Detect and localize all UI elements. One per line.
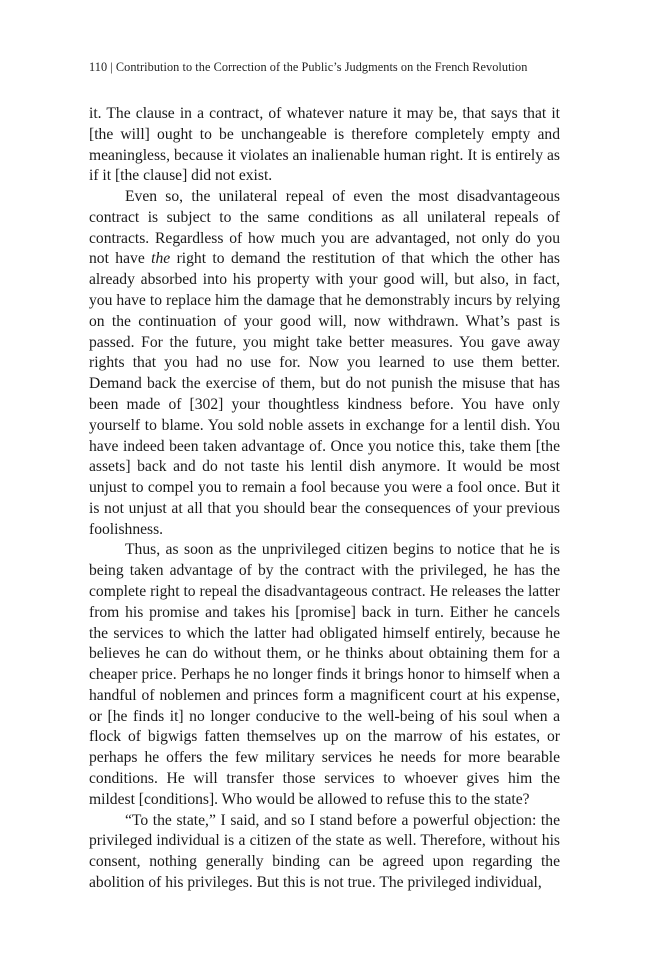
paragraph-2-part-2: right to demand the restitution of that which the other has already absorbed into his property with your good will, but also, in fact, you have to replace him the damage that he demonstrably incurs by relying on the continuation of your good will, now withdrawn. What’s past is passed. For the future, you might take better measures. You gave away rights that you had no use for. Now you learned to use them better. Demand back the exercise of them, but do not punish the misuse that has been made of [302] your thoughtless kindness before. You have only yourself to blame. You sold noble assets in exchange for a lentil dish. You have indeed been taken advantage of. Once you notice this, take them [the assets] back and do not taste his lentil dish anymore. It would be most unjust to compel you to remain a fool because you were a fool once. But it is not unjust at all that you should bear the consequences of your previous foolishness. xyxy=(89,250,560,538)
paragraph-4: “To the state,” I said, and so I stand before a powerful objection: the privileged individual is a citizen of the state as well. Therefore, without his consent, nothing generally binding can be agreed upon regarding the abolition of his privileges. But this is not true. The privileged individual, xyxy=(89,811,560,891)
paragraph-2-part-1: Even so, the unilateral repeal of even the most disadvantageous contract is subject to the same conditions as all unilateral repeals of contracts. Regardless of how much you are advantaged, not only do you not have xyxy=(89,188,560,268)
running-head-title: Contribution to the Correction of the Public’s Judgments on the French Revolution xyxy=(115,60,528,74)
page-number: 110 xyxy=(89,60,108,74)
paragraph-2 xyxy=(89,187,560,540)
paragraph-3: Thus, as soon as the unprivileged citizen begins to notice that he is being taken advantage of by the contract with the privileged, he has the complete right to repeal the disadvantageous contract. He releases the latter from his promise and takes his [promise] back in turn. Either he cancels the services to which the latter had obligated himself entirely, because he believes he can do without them, or he thinks about obtaining them for a cheaper price. Perhaps he no longer finds it brings honor to himself when a handful of noblemen and princes form a magnificent court at his expense, or [he finds it] no longer conducive to the well-being of his soul when a flock of bigwigs fatten themselves up on the marrow of his estates, or perhaps he offers the few military services he needs for more bearable conditions. He will transfer those services to whoever gives him the mildest [conditions]. Who would be allowed to refuse this to the state? xyxy=(89,541,560,808)
running-head xyxy=(89,60,569,75)
paragraph-1: it. The clause in a contract, of whatever nature it may be, that says that it [the will] ought to be unchangeable is therefore completely empty and meaningless, because it violates an inalienable human right. It is entirely as if it [the clause] did not exist. xyxy=(89,105,560,185)
emphasis-the: the xyxy=(151,250,171,268)
running-head-separator: | xyxy=(110,60,113,74)
body-text xyxy=(89,104,560,894)
